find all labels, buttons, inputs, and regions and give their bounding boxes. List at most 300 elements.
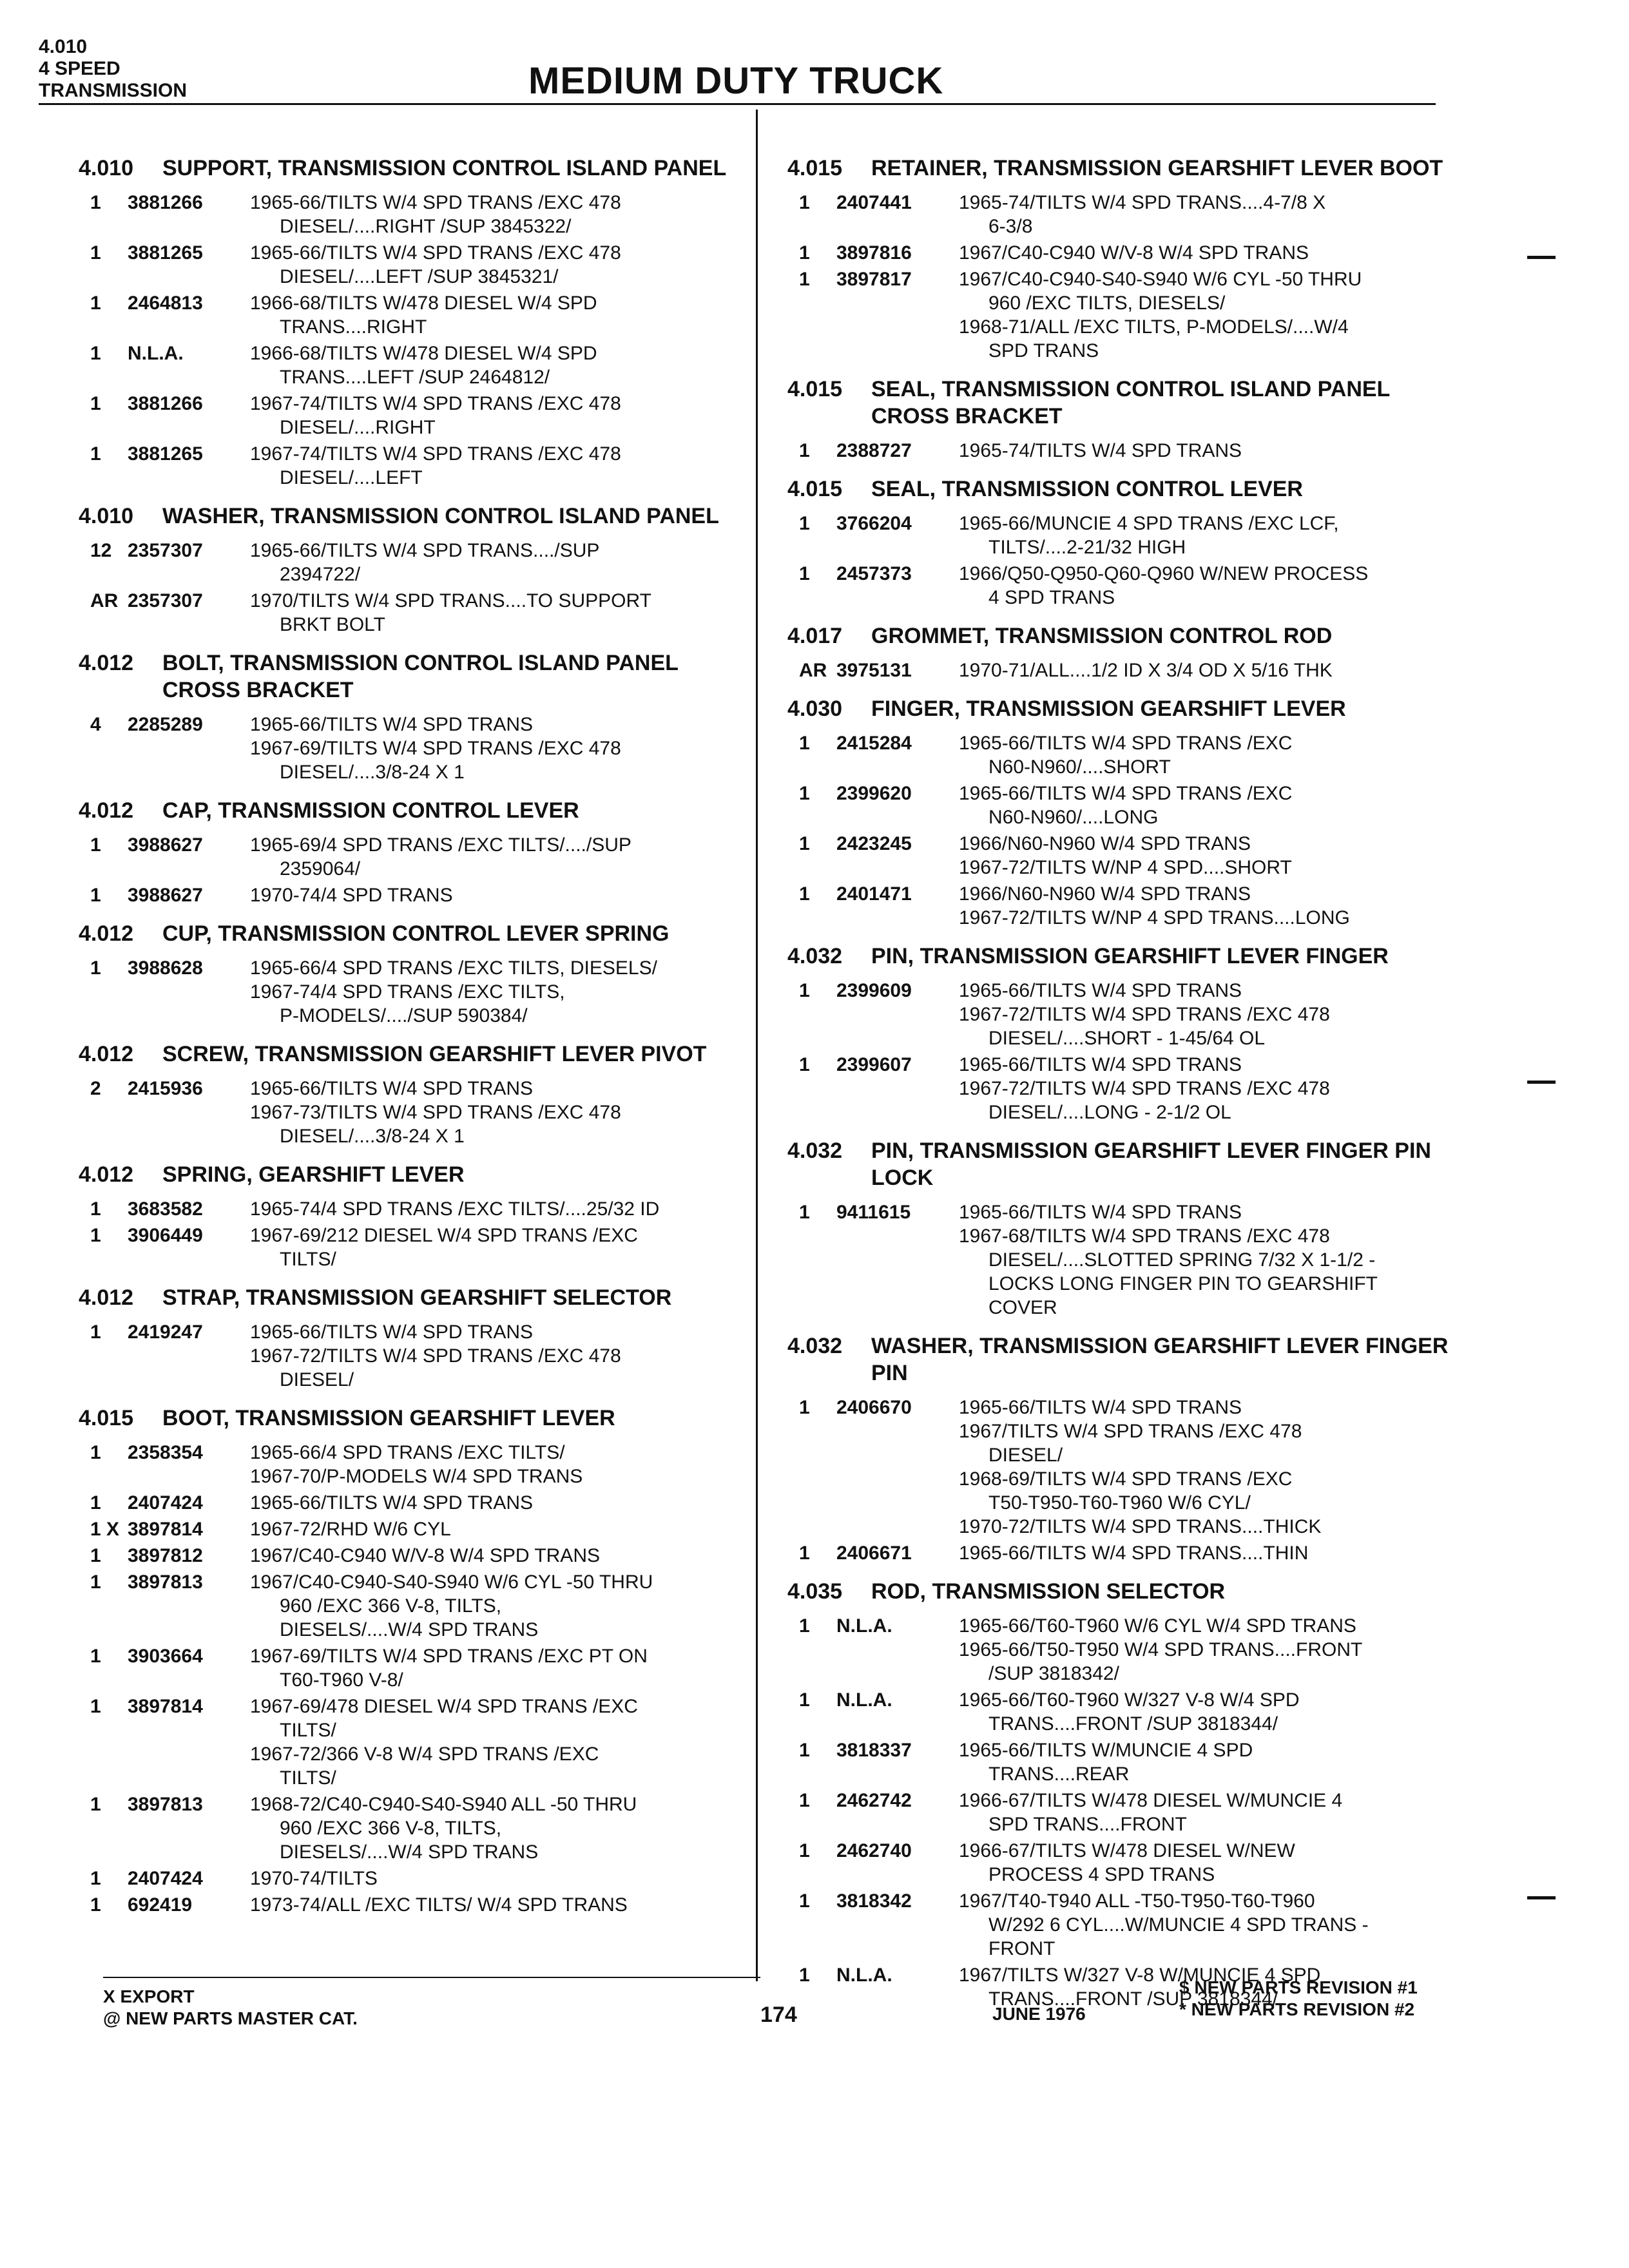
description-line: 1965-66/TILTS W/MUNCIE 4 SPD	[959, 1740, 1253, 1761]
section-title	[787, 476, 1458, 503]
description-line: 1967-72/TILTS W/4 SPD TRANS /EXC 478	[959, 1004, 1330, 1025]
description-line: TRANS....FRONT /SUP 3818344/	[988, 1713, 1278, 1735]
part-quantity: 1	[90, 443, 101, 465]
part-description	[959, 267, 1458, 363]
description-line: 1965-69/4 SPD TRANS /EXC TILTS/..../SUP	[250, 834, 631, 856]
description-line: TRANS....LEFT /SUP 2464812/	[280, 367, 550, 388]
description-line: DIESEL/....SLOTTED SPRING 7/32 X 1-1/2 -	[988, 1249, 1376, 1271]
part-number: 692419	[128, 1894, 193, 1916]
part-description	[250, 1644, 749, 1692]
part-number: 3988627	[128, 885, 203, 906]
section-name: WASHER, TRANSMISSION GEARSHIFT LEVER FINGER PIN	[871, 1334, 1449, 1385]
footer-export-note: X EXPORT	[103, 1986, 195, 2006]
part-entry	[79, 291, 749, 339]
part-entry	[79, 1491, 749, 1515]
description-line: 1967-69/212 DIESEL W/4 SPD TRANS /EXC	[250, 1225, 638, 1246]
left-column	[79, 155, 749, 1930]
section-name: SEAL, TRANSMISSION CONTROL ISLAND PANEL CROSS BRACKET	[871, 377, 1390, 428]
description-line: 1966-67/TILTS W/478 DIESEL W/MUNCIE 4	[959, 1790, 1343, 1811]
description-line: 1967-74/TILTS W/4 SPD TRANS /EXC 478	[250, 393, 621, 414]
part-entry	[79, 241, 749, 289]
part-quantity: 1	[90, 957, 101, 979]
part-number: 2388727	[836, 440, 912, 461]
parts-section	[79, 920, 749, 1028]
description-line: SPD TRANS....FRONT	[988, 1814, 1187, 1835]
footer-revision-2: * NEW PARTS REVISION #2	[1179, 1999, 1415, 2019]
description-line: 1965-66/TILTS W/4 SPD TRANS	[959, 1202, 1242, 1223]
part-number: 3897813	[128, 1794, 203, 1815]
description-line: /SUP 3818342/	[988, 1663, 1119, 1684]
section-code: 4.012	[79, 651, 134, 675]
description-line: 1967/C40-C940 W/V-8 W/4 SPD TRANS	[959, 242, 1309, 264]
part-entry	[787, 1396, 1458, 1539]
part-description	[959, 1889, 1458, 1961]
part-entry	[787, 1053, 1458, 1124]
part-description	[959, 782, 1458, 829]
part-description	[250, 1077, 749, 1148]
description-line: 1965-66/TILTS W/4 SPD TRANS	[959, 1397, 1242, 1418]
part-quantity: 1	[799, 1054, 810, 1075]
part-entry	[79, 392, 749, 439]
part-number: 3903664	[128, 1646, 203, 1667]
part-entry	[787, 1889, 1458, 1961]
footer-master-note: @ NEW PARTS MASTER CAT.	[103, 2008, 358, 2028]
part-description	[959, 1614, 1458, 1686]
part-description	[959, 439, 1458, 463]
part-quantity: 1	[90, 1225, 101, 1246]
part-number: N.L.A.	[836, 1615, 892, 1637]
section-code: 4.010	[79, 156, 134, 180]
description-line: N60-N960/....LONG	[988, 807, 1159, 828]
part-number: 2407424	[128, 1492, 203, 1514]
description-line: LOCKS LONG FINGER PIN TO GEARSHIFT	[988, 1273, 1378, 1294]
description-line: 1970/TILTS W/4 SPD TRANS....TO SUPPORT	[250, 590, 651, 611]
description-line: DIESEL/....LEFT /SUP 3845321/	[280, 266, 559, 287]
part-quantity: AR	[90, 590, 119, 611]
part-description	[250, 1893, 749, 1917]
part-quantity: 1 X	[90, 1519, 120, 1540]
part-description	[250, 956, 749, 1028]
part-quantity: 1	[799, 1202, 810, 1223]
part-entry	[79, 191, 749, 238]
part-number: 2407441	[836, 192, 912, 213]
section-name: GROMMET, TRANSMISSION CONTROL ROD	[871, 624, 1333, 648]
part-description	[959, 1688, 1458, 1736]
part-entry	[79, 1695, 749, 1790]
part-number: 2457373	[836, 563, 912, 584]
description-line: 1965-66/TILTS W/4 SPD TRANS /EXC	[959, 783, 1293, 804]
part-number: N.L.A.	[128, 343, 184, 364]
part-quantity: 1	[90, 1442, 101, 1463]
description-line: DIESELS/....W/4 SPD TRANS	[280, 1619, 539, 1640]
part-number: 2415936	[128, 1078, 203, 1099]
parts-section	[79, 1284, 749, 1392]
description-line: 1967-74/TILTS W/4 SPD TRANS /EXC 478	[250, 443, 621, 465]
section-name: CUP, TRANSMISSION CONTROL LEVER SPRING	[162, 921, 670, 946]
description-line: 2394722/	[280, 564, 361, 585]
description-line: 1965-74/TILTS W/4 SPD TRANS....4-7/8 X	[959, 192, 1326, 213]
section-title	[787, 376, 1458, 430]
part-entry	[787, 1200, 1458, 1320]
part-entry	[79, 1867, 749, 1890]
description-line: 1967-72/TILTS W/NP 4 SPD TRANS....LONG	[959, 907, 1350, 928]
description-line: 1966/Q50-Q950-Q60-Q960 W/NEW PROCESS	[959, 563, 1369, 584]
description-line: 1965-74/TILTS W/4 SPD TRANS	[959, 440, 1242, 461]
section-code: 4.035	[787, 1579, 843, 1604]
part-number: N.L.A.	[836, 1965, 892, 1986]
description-line: 1968-72/C40-C940-S40-S940 ALL -50 THRU	[250, 1794, 637, 1815]
description-line: 1965-66/4 SPD TRANS /EXC TILTS/	[250, 1442, 565, 1463]
section-name: RETAINER, TRANSMISSION GEARSHIFT LEVER BOOT	[871, 156, 1443, 180]
part-description	[959, 241, 1458, 265]
section-code: 4.015	[787, 477, 843, 501]
description-line: 1970-74/4 SPD TRANS	[250, 885, 453, 906]
part-description	[250, 341, 749, 389]
description-line: 1967/C40-C940-S40-S940 W/6 CYL -50 THRU	[959, 269, 1362, 290]
section-name: BOLT, TRANSMISSION CONTROL ISLAND PANEL CROSS BRACKET	[162, 651, 679, 702]
part-entry	[787, 782, 1458, 829]
part-description	[959, 1541, 1458, 1565]
section-code: 4.030	[787, 697, 843, 721]
part-description	[250, 191, 749, 238]
description-line: 1967/TILTS W/327 V-8 W/MUNCIE 4 SPD	[959, 1965, 1321, 1986]
parts-section	[79, 1041, 749, 1148]
part-entry	[79, 1517, 749, 1541]
section-title	[79, 1161, 749, 1188]
column-divider	[756, 110, 758, 1981]
part-entry	[79, 883, 749, 907]
part-number: 3818342	[836, 1890, 912, 1912]
description-line: DIESEL/....LEFT	[280, 467, 423, 488]
section-name: SEAL, TRANSMISSION CONTROL LEVER	[871, 477, 1303, 501]
section-title	[79, 920, 749, 947]
right-column	[787, 155, 1458, 2024]
part-entry	[787, 562, 1458, 610]
part-number: 2415284	[836, 733, 912, 754]
description-line: 1965-66/4 SPD TRANS /EXC TILTS, DIESELS/	[250, 957, 657, 979]
part-entry	[79, 713, 749, 784]
section-title	[79, 155, 749, 182]
part-number: 2285289	[128, 714, 203, 735]
section-name: PIN, TRANSMISSION GEARSHIFT LEVER FINGER PIN LOCK	[871, 1139, 1431, 1190]
section-name: WASHER, TRANSMISSION CONTROL ISLAND PANEL	[162, 504, 719, 528]
part-quantity: 1	[90, 1696, 101, 1717]
parts-section	[79, 797, 749, 907]
part-description	[959, 1053, 1458, 1124]
part-quantity: 1	[799, 192, 810, 213]
description-line: 1970-74/TILTS	[250, 1868, 378, 1889]
description-line: 1968-69/TILTS W/4 SPD TRANS /EXC	[959, 1468, 1293, 1490]
margin-mark	[1527, 1081, 1556, 1084]
part-description	[250, 1695, 749, 1790]
part-entry	[79, 341, 749, 389]
description-line: 1965-66/TILTS W/4 SPD TRANS..../SUP	[250, 540, 600, 561]
description-line: DIESEL/....3/8-24 X 1	[280, 762, 465, 783]
section-title	[787, 1332, 1458, 1387]
part-number: 2406670	[836, 1397, 912, 1418]
part-entry	[79, 956, 749, 1028]
part-quantity: 1	[799, 980, 810, 1001]
part-quantity: 1	[799, 1965, 810, 1986]
description-line: 1967-73/TILTS W/4 SPD TRANS /EXC 478	[250, 1102, 621, 1123]
part-description	[250, 1197, 749, 1221]
part-description	[250, 1491, 749, 1515]
parts-section	[787, 695, 1458, 930]
part-number: 3975131	[836, 660, 912, 681]
part-description	[250, 539, 749, 586]
description-line: 1966-67/TILTS W/478 DIESEL W/NEW	[959, 1840, 1295, 1861]
part-description	[250, 241, 749, 289]
part-description	[250, 883, 749, 907]
part-quantity: 1	[799, 242, 810, 264]
part-number: 2423245	[836, 833, 912, 854]
parts-section	[79, 155, 749, 490]
part-number: 3897812	[128, 1545, 203, 1566]
description-line: 1967-72/366 V-8 W/4 SPD TRANS /EXC	[250, 1744, 599, 1765]
description-line: 1966-68/TILTS W/478 DIESEL W/4 SPD	[250, 293, 597, 314]
part-entry	[787, 1839, 1458, 1887]
part-quantity: 1	[90, 1545, 101, 1566]
part-quantity: 1	[90, 1646, 101, 1667]
section-title	[787, 943, 1458, 970]
parts-section	[787, 622, 1458, 682]
parts-section	[787, 1137, 1458, 1320]
part-number: 3683582	[128, 1198, 203, 1220]
part-quantity: 1	[799, 1890, 810, 1912]
part-entry	[79, 1320, 749, 1392]
description-line: TILTS/	[280, 1249, 336, 1270]
description-line: 1965-66/TILTS W/4 SPD TRANS	[250, 1492, 534, 1514]
description-line: P-MODELS/..../SUP 590384/	[280, 1005, 528, 1026]
section-title	[787, 155, 1458, 182]
part-description	[959, 832, 1458, 879]
section-title	[79, 797, 749, 824]
part-entry	[79, 1197, 749, 1221]
description-line: PROCESS 4 SPD TRANS	[988, 1864, 1215, 1885]
section-name: PIN, TRANSMISSION GEARSHIFT LEVER FINGER	[871, 944, 1389, 968]
description-line: 1965-66/TILTS W/4 SPD TRANS	[959, 1054, 1242, 1075]
description-line: 1965-74/4 SPD TRANS /EXC TILTS/....25/32 ID	[250, 1198, 660, 1220]
description-line: TRANS....REAR	[988, 1763, 1130, 1785]
part-description	[250, 589, 749, 637]
section-code: 4.015	[787, 156, 843, 180]
part-entry	[787, 1738, 1458, 1786]
section-title	[79, 1284, 749, 1311]
footer-revision-1: $ NEW PARTS REVISION #1	[1179, 1977, 1418, 1997]
parts-section	[787, 476, 1458, 610]
section-name: BOOT, TRANSMISSION GEARSHIFT LEVER	[162, 1406, 615, 1430]
section-code: 4.017	[787, 624, 843, 648]
description-line: FRONT	[988, 1938, 1055, 1959]
part-number: 3897813	[128, 1571, 203, 1593]
description-line: 1965-66/T50-T950 W/4 SPD TRANS....FRONT	[959, 1639, 1363, 1660]
part-entry	[787, 979, 1458, 1050]
part-entry	[79, 589, 749, 637]
part-entry	[787, 191, 1458, 238]
part-entry	[787, 241, 1458, 265]
part-description	[250, 713, 749, 784]
section-name: ROD, TRANSMISSION SELECTOR	[871, 1579, 1226, 1604]
part-description	[959, 1839, 1458, 1887]
description-line: DIESEL/....3/8-24 X 1	[280, 1126, 465, 1147]
part-description	[250, 1441, 749, 1488]
description-line: 1967-72/RHD W/6 CYL	[250, 1519, 451, 1540]
part-entry	[79, 1077, 749, 1148]
section-name: SUPPORT, TRANSMISSION CONTROL ISLAND PANEL	[162, 156, 727, 180]
description-line: 1966/N60-N960 W/4 SPD TRANS	[959, 833, 1251, 854]
footer-legend-right	[1179, 1977, 1418, 2021]
part-entry	[79, 1224, 749, 1271]
part-quantity: 1	[799, 833, 810, 854]
part-entry	[787, 1688, 1458, 1736]
description-line: W/292 6 CYL....W/MUNCIE 4 SPD TRANS -	[988, 1914, 1369, 1936]
part-number: 9411615	[836, 1202, 911, 1223]
description-line: 1965-66/TILTS W/4 SPD TRANS	[959, 980, 1242, 1001]
part-description	[250, 1867, 749, 1890]
part-quantity: AR	[799, 660, 827, 681]
part-quantity: 1	[90, 242, 101, 264]
page-title: MEDIUM DUTY TRUCK	[528, 60, 944, 102]
section-title	[79, 1405, 749, 1432]
description-line: 1970-72/TILTS W/4 SPD TRANS....THICK	[959, 1516, 1322, 1537]
parts-section	[79, 649, 749, 784]
parts-section	[79, 1161, 749, 1271]
parts-section	[79, 503, 749, 637]
margin-mark	[1527, 1896, 1556, 1899]
part-number: 3897814	[128, 1696, 203, 1717]
description-line: N60-N960/....SHORT	[988, 756, 1171, 778]
description-line: 1967-69/478 DIESEL W/4 SPD TRANS /EXC	[250, 1696, 638, 1717]
part-description	[959, 191, 1458, 238]
parts-section	[787, 155, 1458, 363]
description-line: TRANS....RIGHT	[280, 316, 427, 338]
description-line: 1965-66/T60-T960 W/6 CYL W/4 SPD TRANS	[959, 1615, 1356, 1637]
section-name: SCREW, TRANSMISSION GEARSHIFT LEVER PIVOT	[162, 1042, 707, 1066]
header-line-3: TRANSMISSION	[39, 80, 188, 101]
description-line: TILTS/....2-21/32 HIGH	[988, 537, 1186, 558]
part-quantity: 1	[799, 783, 810, 804]
part-entry	[787, 1614, 1458, 1686]
description-line: 960 /EXC 366 V-8, TILTS,	[280, 1595, 502, 1617]
section-title	[79, 503, 749, 530]
section-code: 4.012	[79, 1042, 134, 1066]
parts-section	[79, 1405, 749, 1917]
part-description	[959, 731, 1458, 779]
section-code: 4.015	[787, 377, 843, 401]
description-line: DIESEL/	[988, 1445, 1063, 1466]
description-line: 960 /EXC TILTS, DIESELS/	[988, 293, 1226, 314]
parts-section	[787, 1578, 1458, 2011]
header-code: 4.010	[39, 36, 88, 57]
description-line: DIESEL/....LONG - 2-1/2 OL	[988, 1102, 1231, 1123]
part-description	[959, 658, 1458, 682]
description-line: DIESEL/....RIGHT	[280, 417, 436, 438]
parts-section	[787, 376, 1458, 463]
part-number: 2464813	[128, 293, 203, 314]
description-line: 1965-66/T60-T960 W/327 V-8 W/4 SPD	[959, 1689, 1300, 1711]
part-description	[959, 562, 1458, 610]
description-line: 1967-70/P-MODELS W/4 SPD TRANS	[250, 1466, 583, 1487]
description-line: 1965-66/TILTS W/4 SPD TRANS /EXC	[959, 733, 1293, 754]
part-quantity: 12	[90, 540, 112, 561]
footer-date: JUNE 1976	[992, 2004, 1086, 2024]
description-line: 960 /EXC 366 V-8, TILTS,	[280, 1818, 502, 1839]
part-entry	[787, 1541, 1458, 1565]
section-name: SPRING, GEARSHIFT LEVER	[162, 1162, 465, 1187]
part-number: 2419247	[128, 1321, 203, 1343]
header-line-2: 4 SPEED	[39, 58, 120, 79]
part-entry	[79, 1893, 749, 1917]
part-quantity: 1	[799, 269, 810, 290]
part-description	[959, 1200, 1458, 1320]
description-line: 1968-71/ALL /EXC TILTS, P-MODELS/....W/4	[959, 316, 1349, 338]
part-description	[250, 1517, 749, 1541]
margin-mark	[1527, 256, 1556, 259]
description-line: T60-T960 V-8/	[280, 1669, 403, 1691]
part-quantity: 1	[799, 733, 810, 754]
section-code: 4.032	[787, 944, 843, 968]
part-quantity: 1	[799, 1397, 810, 1418]
part-description	[959, 1738, 1458, 1786]
description-line: T50-T950-T60-T960 W/6 CYL/	[988, 1492, 1251, 1514]
part-quantity: 1	[799, 1542, 810, 1564]
part-quantity: 1	[799, 1840, 810, 1861]
part-number: 2407424	[128, 1868, 203, 1889]
section-name: CAP, TRANSMISSION CONTROL LEVER	[162, 798, 579, 823]
part-quantity: 4	[90, 714, 101, 735]
part-number: 2401471	[836, 883, 912, 905]
part-entry	[79, 1441, 749, 1488]
part-entry	[79, 1792, 749, 1864]
part-quantity: 1	[90, 1321, 101, 1343]
part-quantity: 1	[90, 1198, 101, 1220]
section-title	[79, 649, 749, 704]
section-title	[79, 1041, 749, 1068]
part-number: 2406671	[836, 1542, 912, 1564]
part-description	[959, 1396, 1458, 1539]
section-code: 4.010	[79, 504, 134, 528]
section-code: 4.012	[79, 921, 134, 946]
description-line: 1967/C40-C940-S40-S940 W/6 CYL -50 THRU	[250, 1571, 653, 1593]
part-quantity: 1	[90, 1894, 101, 1916]
description-line: 1965-66/TILTS W/4 SPD TRANS	[250, 1078, 534, 1099]
part-number: 3881266	[128, 192, 203, 213]
description-line: DIESEL/	[280, 1369, 354, 1390]
description-line: TRANS....FRONT /SUP 3818344/	[988, 1988, 1278, 2010]
part-quantity: 1	[90, 1492, 101, 1514]
section-code: 4.032	[787, 1139, 843, 1163]
description-line: 1965-66/MUNCIE 4 SPD TRANS /EXC LCF,	[959, 513, 1339, 534]
description-line: 1967/T40-T940 ALL -T50-T950-T60-T960	[959, 1890, 1315, 1912]
part-description	[959, 512, 1458, 559]
section-name: STRAP, TRANSMISSION GEARSHIFT SELECTOR	[162, 1285, 672, 1310]
description-line: 1967-72/TILTS W/4 SPD TRANS /EXC 478	[250, 1345, 621, 1367]
header-block	[39, 36, 187, 102]
part-entry	[787, 832, 1458, 879]
description-line: 1965-66/TILTS W/4 SPD TRANS	[250, 714, 534, 735]
parts-section	[787, 1332, 1458, 1565]
part-number: 2399609	[836, 980, 912, 1001]
part-entry	[787, 439, 1458, 463]
description-line: DIESEL/....SHORT - 1-45/64 OL	[988, 1028, 1266, 1049]
description-line: BRKT BOLT	[280, 614, 385, 635]
description-line: 2359064/	[280, 858, 361, 879]
part-quantity: 1	[90, 293, 101, 314]
part-description	[250, 392, 749, 439]
description-line: SPD TRANS	[988, 340, 1099, 361]
description-line: TILTS/	[280, 1767, 336, 1789]
section-code: 4.012	[79, 1285, 134, 1310]
